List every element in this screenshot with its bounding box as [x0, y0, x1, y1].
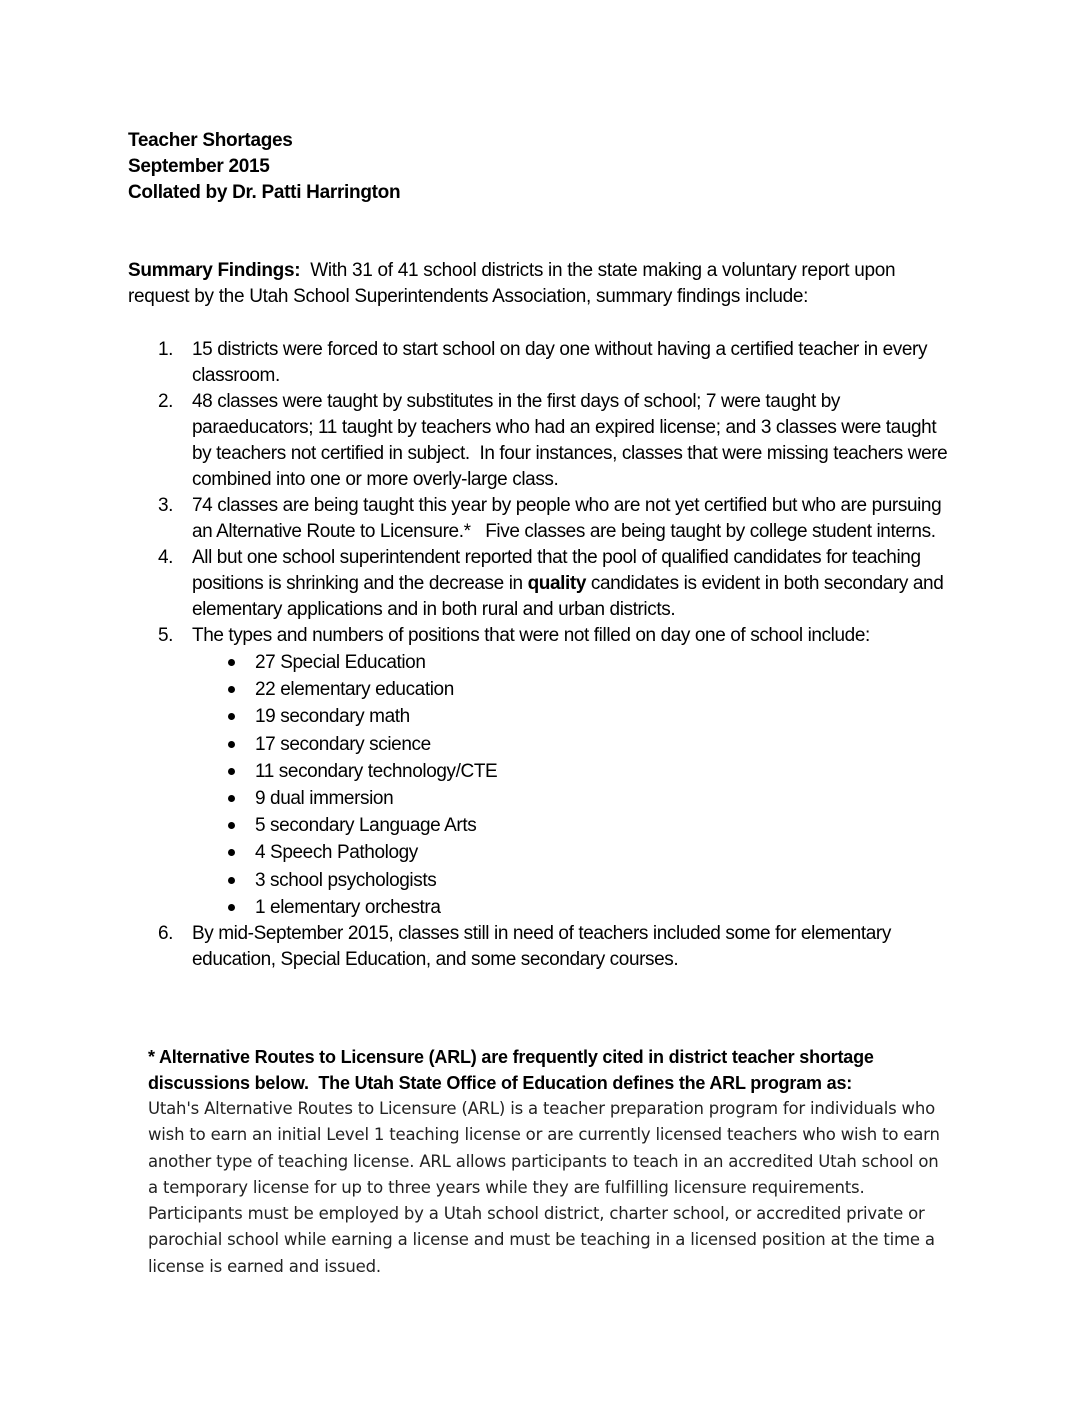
position-text: 1 elementary orchestra	[255, 896, 441, 918]
footnote-body: Utah's Alternative Routes to Licensure (ARL) is a teacher preparation program for individuals who wish to earn an initial Level 1 teaching license or are currently licensed teachers who wish to earn another type of teaching license. ARL allows participants to teach in an accredited Utah school on a temporary license for up to three years while they are fulfilling licensure requirements. Participants must be employed by a Utah school district, charter school, or accredited private or parochial school while earning a license and must be teaching in a licensed position at the time a license is earned and issued.	[148, 1099, 940, 1276]
position-item	[192, 676, 958, 703]
position-item	[192, 894, 958, 921]
position-text: 11 secondary technology/CTE	[255, 760, 498, 782]
finding-text: 48 classes were taught by substitutes in the first days of school; 7 were taught by paraeducators; 11 taught by teachers who had an expired license; and 3 classes were taught by teachers not certified in subject. In four instances, classes that were missing teachers were combined into one or more overly-large class.	[192, 391, 953, 490]
position-text: 17 secondary science	[255, 733, 431, 755]
finding-item	[128, 493, 958, 545]
bullet-icon	[228, 741, 235, 748]
bullet-icon	[228, 768, 235, 775]
bullet-icon	[228, 849, 235, 856]
bullet-icon	[228, 877, 235, 884]
position-text: 22 elementary education	[255, 679, 454, 701]
position-item	[192, 839, 958, 866]
finding-number: 2.	[158, 391, 174, 412]
bullet-icon	[228, 713, 235, 720]
finding-number: 6.	[158, 922, 174, 944]
position-text: 9 dual immersion	[255, 787, 394, 809]
finding-item	[128, 921, 958, 973]
bullet-icon	[228, 686, 235, 693]
document-date: September 2015	[128, 156, 270, 177]
finding-item	[128, 389, 958, 493]
finding-emphasis: quality	[527, 573, 586, 594]
footnote-heading: * Alternative Routes to Licensure (ARL) are frequently cited in district teacher shortage discussions below. The Utah State Office of Education defines the ARL program as:	[148, 1047, 879, 1093]
findings-list	[128, 337, 958, 973]
position-text: 5 secondary Language Arts	[255, 815, 477, 837]
document-author: Collated by Dr. Patti Harrington	[128, 182, 401, 203]
position-item	[192, 703, 958, 730]
position-text: 3 school psychologists	[255, 869, 437, 891]
finding-item	[128, 337, 958, 389]
bullet-icon	[228, 659, 235, 666]
finding-text: All but one school superintendent reported that the pool of qualified candidates for teaching positions is shrinking and the decrease in	[192, 547, 926, 594]
unfilled-positions-list	[192, 649, 958, 921]
position-item	[192, 758, 958, 785]
finding-text: By mid-September 2015, classes still in need of teachers included some for elementary education, Special Education, and some secondary courses.	[192, 922, 891, 970]
position-item	[192, 812, 958, 839]
position-text: 19 secondary math	[255, 706, 410, 728]
position-item	[192, 867, 958, 894]
finding-item	[128, 545, 958, 623]
finding-text: The types and numbers of positions that were not filled on day one of school include:	[192, 625, 870, 646]
position-text: 27 Special Education	[255, 652, 426, 673]
position-text: 4 Speech Pathology	[255, 842, 418, 864]
bullet-icon	[228, 795, 235, 802]
finding-text: 74 classes are being taught this year by people who are not yet certified but who are pursuing an Alternative Route to Licensure.* Five classes are being taught by college student interns.	[192, 495, 947, 542]
finding-item	[128, 623, 958, 921]
finding-text: 15 districts were forced to start school on day one without having a certified teacher in every classroom.	[192, 339, 928, 386]
finding-number: 1.	[158, 339, 174, 360]
summary-paragraph	[128, 258, 958, 310]
finding-text-continued: candidates is evident in both secondary and elementary applications and in both rural and urban districts.	[192, 573, 949, 620]
bullet-icon	[228, 904, 235, 911]
document-header	[128, 128, 400, 206]
position-item	[192, 731, 958, 758]
footnote	[148, 1044, 948, 1280]
finding-number: 5.	[158, 625, 174, 646]
summary-label: Summary Findings:	[128, 260, 301, 281]
position-item	[192, 785, 958, 812]
document-title: Teacher Shortages	[128, 130, 293, 151]
summary-text: With 31 of 41 school districts in the state making a voluntary report upon request by the Utah School Superintendents Association, summary findings include:	[128, 260, 901, 307]
finding-number: 3.	[158, 495, 174, 516]
position-item	[192, 649, 958, 676]
bullet-icon	[228, 822, 235, 829]
finding-number: 4.	[158, 547, 174, 568]
